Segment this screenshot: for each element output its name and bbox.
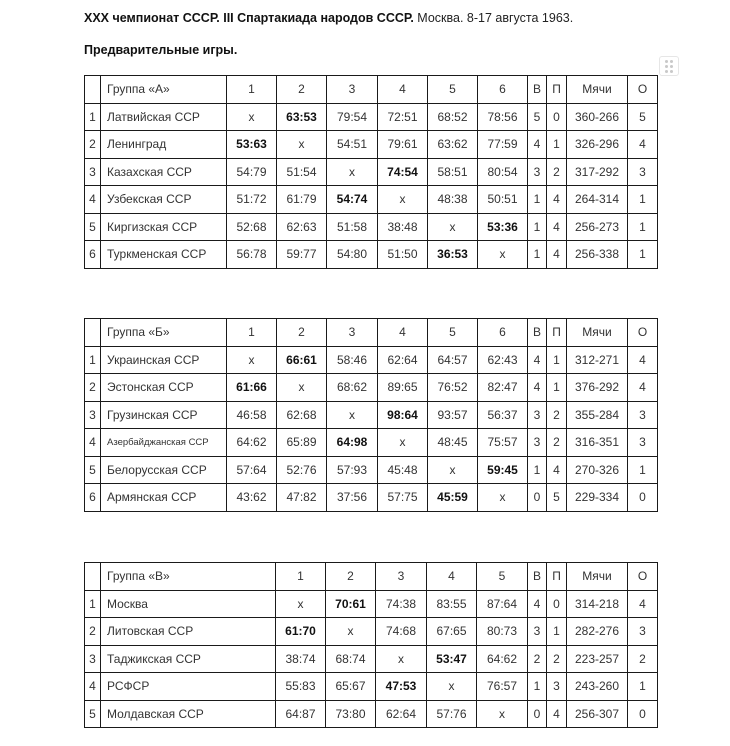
result-cell: 82:47 xyxy=(478,374,528,402)
result-cell: 57:75 xyxy=(378,484,428,512)
result-cell: 43:62 xyxy=(227,484,277,512)
table-row xyxy=(85,700,658,728)
result-cell: 48:38 xyxy=(428,186,478,214)
balls-cell: 270-326 xyxy=(567,456,628,484)
result-cell: 56:78 xyxy=(227,241,277,269)
wins-cell: 1 xyxy=(528,673,547,701)
result-cell: x xyxy=(227,346,277,374)
table-row xyxy=(85,213,658,241)
result-cell: x xyxy=(428,456,478,484)
points-cell: 1 xyxy=(628,213,658,241)
table-row xyxy=(85,401,658,429)
result-cell: 59:45 xyxy=(478,456,528,484)
result-cell: 93:57 xyxy=(428,401,478,429)
balls-cell: 326-296 xyxy=(567,131,628,159)
result-cell: 75:57 xyxy=(478,429,528,457)
points-cell: 0 xyxy=(628,484,658,512)
result-cell: 79:54 xyxy=(327,103,378,131)
balls-cell: 360-266 xyxy=(567,103,628,131)
balls-cell: 355-284 xyxy=(567,401,628,429)
wins-cell: 3 xyxy=(528,401,547,429)
losses-cell: 5 xyxy=(547,484,567,512)
result-cell: 51:58 xyxy=(327,213,378,241)
team-name: Киргизская ССР xyxy=(101,213,227,241)
result-cell: 73:80 xyxy=(326,700,376,728)
result-cell: x xyxy=(276,590,326,618)
result-cell: 68:74 xyxy=(326,645,376,673)
result-cell: 56:37 xyxy=(478,401,528,429)
result-cell: 64:62 xyxy=(477,645,528,673)
losses-cell: 2 xyxy=(547,429,567,457)
result-cell: 64:62 xyxy=(227,429,277,457)
result-cell: 87:64 xyxy=(477,590,528,618)
result-cell: 80:54 xyxy=(478,158,528,186)
balls-cell: 256-338 xyxy=(567,241,628,269)
table-row xyxy=(85,103,658,131)
result-cell: 65:67 xyxy=(326,673,376,701)
row-number: 3 xyxy=(85,645,101,673)
result-cell: 76:57 xyxy=(477,673,528,701)
column-header: П xyxy=(547,319,567,347)
table-row xyxy=(85,429,658,457)
table-row xyxy=(85,645,658,673)
column-header: В xyxy=(528,319,547,347)
wins-cell: 4 xyxy=(528,131,547,159)
result-cell: 55:83 xyxy=(276,673,326,701)
wins-cell: 1 xyxy=(528,456,547,484)
result-cell: x xyxy=(428,213,478,241)
balls-cell: 316-351 xyxy=(567,429,628,457)
balls-cell: 317-292 xyxy=(567,158,628,186)
group-b-table xyxy=(84,318,658,512)
result-cell: 64:87 xyxy=(276,700,326,728)
balls-cell: 243-260 xyxy=(567,673,628,701)
team-name: Литовская ССР xyxy=(101,618,276,646)
losses-cell: 4 xyxy=(547,213,567,241)
group-a-table xyxy=(84,75,658,269)
wins-cell: 5 xyxy=(528,103,547,131)
result-cell: 61:79 xyxy=(277,186,327,214)
team-name: Москва xyxy=(101,590,276,618)
team-name: Ленинград xyxy=(101,131,227,159)
points-cell: 2 xyxy=(628,645,658,673)
balls-cell: 264-314 xyxy=(567,186,628,214)
result-cell: x xyxy=(277,131,327,159)
losses-cell: 1 xyxy=(547,374,567,402)
team-name: Грузинская ССР xyxy=(101,401,227,429)
result-cell: 63:53 xyxy=(277,103,327,131)
losses-cell: 2 xyxy=(547,401,567,429)
table-row xyxy=(85,374,658,402)
result-cell: 62:68 xyxy=(277,401,327,429)
balls-cell: 223-257 xyxy=(567,645,628,673)
result-cell: x xyxy=(477,700,528,728)
table-row xyxy=(85,590,658,618)
result-cell: 67:65 xyxy=(427,618,477,646)
points-cell: 3 xyxy=(628,158,658,186)
result-cell: 48:45 xyxy=(428,429,478,457)
team-name: Туркменская ССР xyxy=(101,241,227,269)
row-number: 6 xyxy=(85,241,101,269)
header-blank-cell xyxy=(85,76,101,104)
result-cell: 62:63 xyxy=(277,213,327,241)
result-cell: 57:93 xyxy=(327,456,378,484)
points-cell: 5 xyxy=(628,103,658,131)
losses-cell: 4 xyxy=(547,700,567,728)
table-row xyxy=(85,346,658,374)
balls-cell: 376-292 xyxy=(567,374,628,402)
result-cell: 62:43 xyxy=(478,346,528,374)
team-name: Казахская ССР xyxy=(101,158,227,186)
team-name: Эстонская ССР xyxy=(101,374,227,402)
result-cell: 54:80 xyxy=(327,241,378,269)
column-header: 4 xyxy=(378,76,428,104)
result-cell: 76:52 xyxy=(428,374,478,402)
wins-cell: 4 xyxy=(528,374,547,402)
group-v-table xyxy=(84,562,658,728)
points-cell: 1 xyxy=(628,673,658,701)
column-header: 3 xyxy=(376,563,427,591)
table-row xyxy=(85,618,658,646)
result-cell: x xyxy=(427,673,477,701)
row-number: 6 xyxy=(85,484,101,512)
result-cell: 64:57 xyxy=(428,346,478,374)
row-number: 5 xyxy=(85,700,101,728)
result-cell: 77:59 xyxy=(478,131,528,159)
result-cell: x xyxy=(277,374,327,402)
table-row xyxy=(85,241,658,269)
row-number: 5 xyxy=(85,213,101,241)
wins-cell: 1 xyxy=(528,213,547,241)
result-cell: 83:55 xyxy=(427,590,477,618)
result-cell: 57:76 xyxy=(427,700,477,728)
row-number: 2 xyxy=(85,618,101,646)
result-cell: 65:89 xyxy=(277,429,327,457)
table-row xyxy=(85,186,658,214)
result-cell: 54:74 xyxy=(327,186,378,214)
team-name: Белорусская ССР xyxy=(101,456,227,484)
page-title xyxy=(84,11,573,25)
column-header: 5 xyxy=(477,563,528,591)
balls-cell: 229-334 xyxy=(567,484,628,512)
points-cell: 3 xyxy=(628,429,658,457)
wins-cell: 3 xyxy=(528,618,547,646)
row-number: 3 xyxy=(85,158,101,186)
table-row xyxy=(85,131,658,159)
column-header: 1 xyxy=(276,563,326,591)
team-name: Армянская ССР xyxy=(101,484,227,512)
balls-cell: 256-307 xyxy=(567,700,628,728)
column-header: 2 xyxy=(277,319,327,347)
column-header: В xyxy=(528,563,547,591)
result-cell: 61:66 xyxy=(227,374,277,402)
column-header: О xyxy=(628,563,658,591)
points-cell: 1 xyxy=(628,241,658,269)
row-number: 4 xyxy=(85,429,101,457)
points-cell: 1 xyxy=(628,186,658,214)
column-header: 3 xyxy=(327,76,378,104)
losses-cell: 1 xyxy=(547,131,567,159)
result-cell: 51:72 xyxy=(227,186,277,214)
drag-handle-icon[interactable] xyxy=(659,56,679,76)
result-cell: 68:52 xyxy=(428,103,478,131)
page-title-rest: Москва. 8-17 августа 1963. xyxy=(413,11,574,25)
table-row xyxy=(85,456,658,484)
result-cell: 54:79 xyxy=(227,158,277,186)
header-blank-cell xyxy=(85,319,101,347)
row-number: 2 xyxy=(85,374,101,402)
table-header-row xyxy=(85,563,658,591)
result-cell: 53:47 xyxy=(427,645,477,673)
result-cell: x xyxy=(478,484,528,512)
result-cell: 38:74 xyxy=(276,645,326,673)
page-title-bold: XXX чемпионат СССР. III Спартакиада народов СССР. xyxy=(84,11,414,25)
wins-cell: 1 xyxy=(528,186,547,214)
row-number: 1 xyxy=(85,590,101,618)
losses-cell: 0 xyxy=(547,103,567,131)
result-cell: 51:50 xyxy=(378,241,428,269)
row-number: 5 xyxy=(85,456,101,484)
team-name: Азербайджанская ССР xyxy=(101,429,227,457)
result-cell: 74:38 xyxy=(376,590,427,618)
wins-cell: 0 xyxy=(528,700,547,728)
result-cell: 78:56 xyxy=(478,103,528,131)
result-cell: x xyxy=(478,241,528,269)
result-cell: 57:64 xyxy=(227,456,277,484)
wins-cell: 0 xyxy=(528,484,547,512)
team-name: Таджикская ССР xyxy=(101,645,276,673)
team-name: Молдавская ССР xyxy=(101,700,276,728)
result-cell: x xyxy=(378,186,428,214)
column-header: 1 xyxy=(227,76,277,104)
wins-cell: 3 xyxy=(528,429,547,457)
team-name: Украинская ССР xyxy=(101,346,227,374)
result-cell: 45:59 xyxy=(428,484,478,512)
result-cell: 54:51 xyxy=(327,131,378,159)
column-header: 4 xyxy=(378,319,428,347)
group-label: Группа «А» xyxy=(101,76,227,104)
column-header: О xyxy=(628,319,658,347)
column-header: О xyxy=(628,76,658,104)
column-header: 2 xyxy=(277,76,327,104)
column-header: 5 xyxy=(428,319,478,347)
result-cell: 46:58 xyxy=(227,401,277,429)
balls-cell: 312-271 xyxy=(567,346,628,374)
points-cell: 0 xyxy=(628,700,658,728)
result-cell: 45:48 xyxy=(378,456,428,484)
result-cell: 70:61 xyxy=(326,590,376,618)
result-cell: 59:77 xyxy=(277,241,327,269)
result-cell: 74:68 xyxy=(376,618,427,646)
row-number: 2 xyxy=(85,131,101,159)
header-blank-cell xyxy=(85,563,101,591)
team-name: Латвийская ССР xyxy=(101,103,227,131)
wins-cell: 4 xyxy=(528,590,547,618)
losses-cell: 2 xyxy=(547,645,567,673)
losses-cell: 1 xyxy=(547,346,567,374)
result-cell: 89:65 xyxy=(378,374,428,402)
result-cell: 58:46 xyxy=(327,346,378,374)
points-cell: 3 xyxy=(628,401,658,429)
losses-cell: 2 xyxy=(547,158,567,186)
result-cell: 52:68 xyxy=(227,213,277,241)
column-header: 3 xyxy=(327,319,378,347)
column-header: П xyxy=(547,563,567,591)
column-header: Мячи xyxy=(567,319,628,347)
result-cell: x xyxy=(327,158,378,186)
result-cell: 68:62 xyxy=(327,374,378,402)
losses-cell: 4 xyxy=(547,241,567,269)
result-cell: 58:51 xyxy=(428,158,478,186)
table-row xyxy=(85,484,658,512)
result-cell: x xyxy=(327,401,378,429)
table-row xyxy=(85,158,658,186)
row-number: 1 xyxy=(85,103,101,131)
points-cell: 4 xyxy=(628,374,658,402)
wins-cell: 2 xyxy=(528,645,547,673)
points-cell: 1 xyxy=(628,456,658,484)
result-cell: 79:61 xyxy=(378,131,428,159)
column-header: 4 xyxy=(427,563,477,591)
wins-cell: 3 xyxy=(528,158,547,186)
column-header: 1 xyxy=(227,319,277,347)
losses-cell: 4 xyxy=(547,186,567,214)
column-header: В xyxy=(528,76,547,104)
result-cell: x xyxy=(227,103,277,131)
losses-cell: 4 xyxy=(547,456,567,484)
row-number: 1 xyxy=(85,346,101,374)
losses-cell: 3 xyxy=(547,673,567,701)
losses-cell: 1 xyxy=(547,618,567,646)
column-header: Мячи xyxy=(567,563,628,591)
balls-cell: 314-218 xyxy=(567,590,628,618)
result-cell: 47:53 xyxy=(376,673,427,701)
result-cell: 64:98 xyxy=(327,429,378,457)
result-cell: 50:51 xyxy=(478,186,528,214)
row-number: 4 xyxy=(85,186,101,214)
column-header: 2 xyxy=(326,563,376,591)
wins-cell: 4 xyxy=(528,346,547,374)
result-cell: 37:56 xyxy=(327,484,378,512)
result-cell: 38:48 xyxy=(378,213,428,241)
points-cell: 4 xyxy=(628,590,658,618)
result-cell: 62:64 xyxy=(376,700,427,728)
result-cell: 51:54 xyxy=(277,158,327,186)
result-cell: 36:53 xyxy=(428,241,478,269)
balls-cell: 256-273 xyxy=(567,213,628,241)
column-header: 6 xyxy=(478,319,528,347)
result-cell: 72:51 xyxy=(378,103,428,131)
column-header: Мячи xyxy=(567,76,628,104)
group-label: Группа «Б» xyxy=(101,319,227,347)
result-cell: 47:82 xyxy=(277,484,327,512)
result-cell: 98:64 xyxy=(378,401,428,429)
result-cell: 62:64 xyxy=(378,346,428,374)
result-cell: x xyxy=(326,618,376,646)
section-heading: Предварительные игры. xyxy=(84,43,238,57)
column-header: 5 xyxy=(428,76,478,104)
points-cell: 3 xyxy=(628,618,658,646)
table-header-row xyxy=(85,319,658,347)
result-cell: 52:76 xyxy=(277,456,327,484)
balls-cell: 282-276 xyxy=(567,618,628,646)
result-cell: x xyxy=(378,429,428,457)
result-cell: 66:61 xyxy=(277,346,327,374)
result-cell: 74:54 xyxy=(378,158,428,186)
points-cell: 4 xyxy=(628,131,658,159)
table-row xyxy=(85,673,658,701)
losses-cell: 0 xyxy=(547,590,567,618)
result-cell: 53:63 xyxy=(227,131,277,159)
result-cell: x xyxy=(376,645,427,673)
points-cell: 4 xyxy=(628,346,658,374)
table-header-row xyxy=(85,76,658,104)
group-label: Группа «В» xyxy=(101,563,276,591)
result-cell: 80:73 xyxy=(477,618,528,646)
result-cell: 61:70 xyxy=(276,618,326,646)
row-number: 4 xyxy=(85,673,101,701)
result-cell: 53:36 xyxy=(478,213,528,241)
wins-cell: 1 xyxy=(528,241,547,269)
column-header: П xyxy=(547,76,567,104)
column-header: 6 xyxy=(478,76,528,104)
row-number: 3 xyxy=(85,401,101,429)
team-name: Узбекская ССР xyxy=(101,186,227,214)
team-name: РСФСР xyxy=(101,673,276,701)
result-cell: 63:62 xyxy=(428,131,478,159)
